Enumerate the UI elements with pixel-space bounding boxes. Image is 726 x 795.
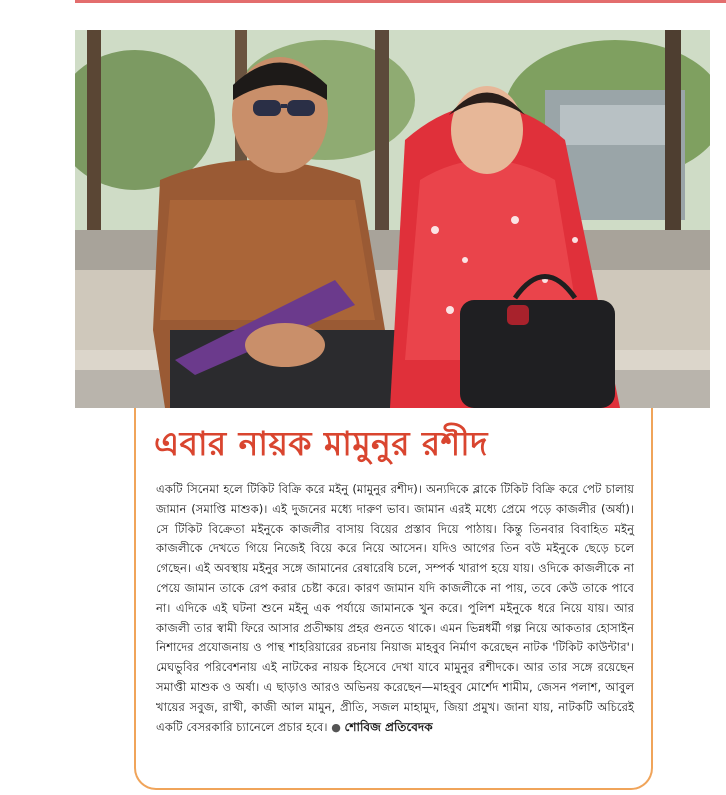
article-photo: [75, 30, 710, 408]
top-rule: [75, 0, 726, 3]
headline: এবার নায়ক মামুনুর রশীদ: [154, 424, 488, 463]
article-body: [156, 480, 634, 737]
byline-bullet-icon: ●: [331, 720, 341, 734]
byline: শোবিজ প্রতিবেদক: [344, 719, 433, 734]
article-box: [134, 408, 653, 790]
photo-illustration: [75, 30, 710, 408]
article-body-text: একটি সিনেমা হলে টিকিট বিক্রি করে মইনু (মামুনুর রশীদ)। অন্যদিকে ব্লাকে টিকিট বিক্রি করে পেট চালায় জামান (সমাপ্তি মাশুক)। এই দুজনের মধ্যে দারুণ ভাব। জামান এরই মধ্যে প্রেমে পড়ে কাজলীর (অর্ষা)। সে টিকিট বিক্রেতা মইনুকে কাজলীর বাসায় বিয়ের প্রস্তাব দিয়ে পাঠায়। কিন্তু তিনবার বিবাহিত মইনু কাজলীকে দেখতে গিয়ে নিজেই বিয়ে করে নিয়ে আসেন। যদিও আগের তিন বউ মইনুকে ছেড়ে চলে গেছেন। এই অবস্থায় মইনুর সঙ্গে জামানের রেষারেষি চলে, সম্পর্ক খারাপ হয়ে যায়। ওদিকে কাজলীকে না পেয়ে জামান তাকে রেপ করার চেষ্টা করে। কারণ জামান যদি কাজলীকে না পায়, তবে কেউ তাকে পাবে না। এদিকে এই ঘটনা শুনে মইনু এক পর্যায়ে জামানকে খুন করে। পুলিশ মইনুকে ধরে নিয়ে যায়। আর কাজলী তার স্বামী ফিরে আসার প্রতীক্ষায় প্রহর গুনতে থাকে। এমন ভিন্নধর্মী গল্প নিয়ে আকতার হোসাইন নিশাদের প্রযোজনায় ও পান্থ শাহরিয়ারের রচনায় নিয়াজ মাহবুব নির্মাণ করেছেন নাটক 'টিকিট কাউন্টার'। মেঘভুবির পরিবেশনায় এই নাটকের নায়ক হিসেবে দেখা যাবে মামুনুর রশীদকে। আর তার সঙ্গে রয়েছেন সমাপ্তী মাশুক ও অর্ষা। এ ছাড়াও আরও অভিনয় করেছেন—মাহবুব মোর্শেদ শামীম, জেসন পলাশ, আবুল খায়ের সবুজ, রাখী, কাজী আল মামুন, প্রীতি, সজল মাহামুদ, জিয়া প্রমুখ। জানা যায়, নাটকটি অচিরেই একটি বেসরকারি চ্যানেলে প্রচার হবে।: [156, 482, 634, 734]
